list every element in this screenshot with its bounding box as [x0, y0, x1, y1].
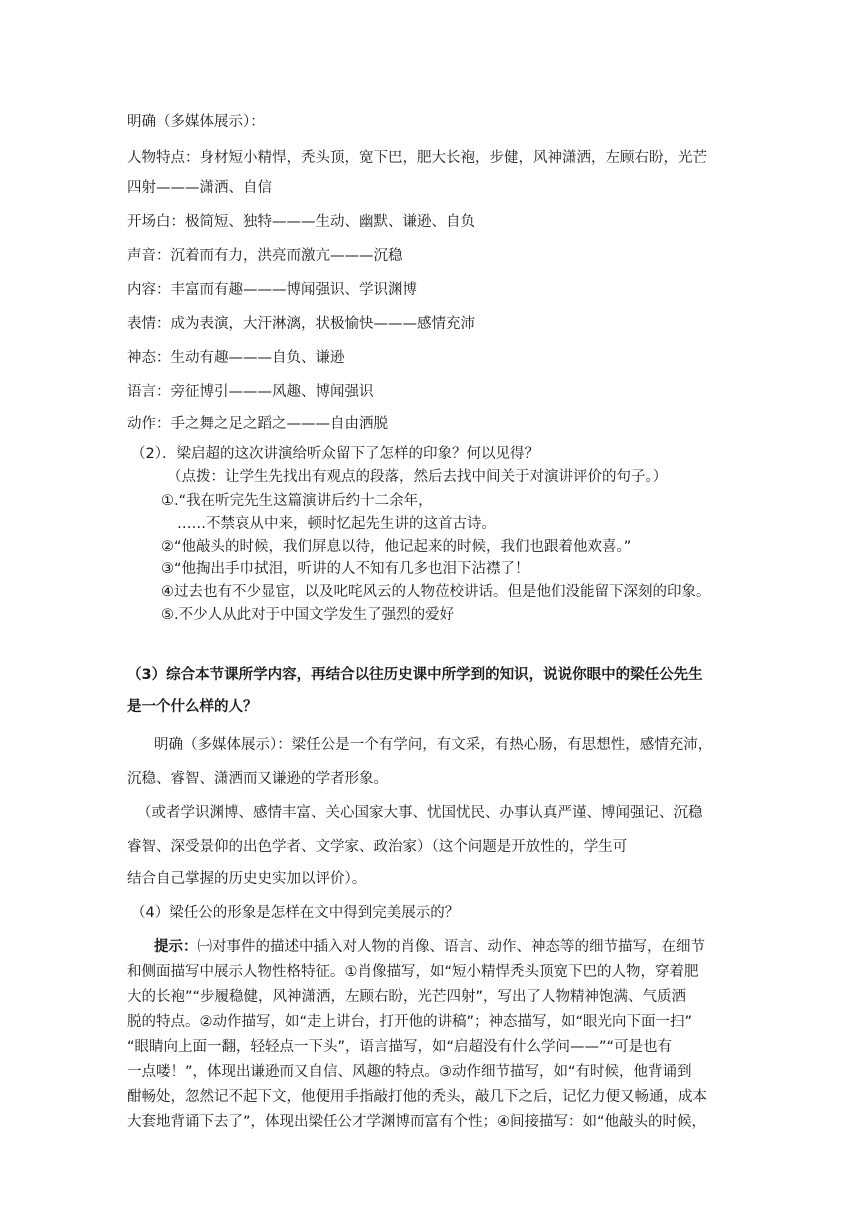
- para-4-line-8: 大套地背诵下去了”，体现出梁任公才学渊博而富有个性；④间接描写：如“他敲头的时候，: [127, 1114, 707, 1130]
- traits-line-1: 人物特点：身材短小精悍，秃头顶，宽下巴，肥大长袍，步健，风神潇洒，左顾右盼，光芒: [127, 150, 707, 166]
- answer-3-line-2: 沉稳、睿智、潇洒而又谦逊的学者形象。: [127, 771, 388, 787]
- manner-line: 神态：生动有趣———自负、谦逊: [127, 350, 345, 366]
- para-4-line-1-text: ㈠对事件的描述中插入对人物的肖像、语言、动作、神态等的细节描写，在细节: [197, 939, 705, 955]
- quote-item-2: ②“他敲头的时候，我们屏息以待，他记起来的时候，我们也跟着他欢喜。”: [161, 539, 632, 555]
- quote-item-1a: ①.“我在听完先生这篇演讲后约十二余年，: [161, 493, 433, 509]
- opening-line: 开场白：极简短、独特———生动、幽默、谦逊、自负: [127, 214, 475, 230]
- alt-3-line-3: 结合自己掌握的历史史实加以评价）。: [127, 871, 367, 887]
- content-line: 内容：丰富而有趣———博闻强识、学识渊博: [127, 282, 417, 298]
- quote-item-5: ⑤.不少人从此对于中国文学发生了强烈的爱好: [161, 607, 455, 623]
- question-3-line-1: （3）综合本节课所学内容，再结合以往历史课中所学到的知识，说说你眼中的梁任公先生: [127, 667, 703, 683]
- expression-line: 表情：成为表演，大汗淋漓，状极愉快———感情充沛: [127, 316, 475, 332]
- para-4-line-7: 酣畅处，忽然记不起下文，他便用手指敲打他的秃头，敲几下之后，记忆力便又畅通，成本: [127, 1089, 707, 1105]
- question-2: （2）．梁启超的这次讲演给听众留下了怎样的印象？何以见得？: [131, 446, 539, 462]
- para-4-line-1: [154, 937, 705, 957]
- alt-3-line-2: 睿智、深受景仰的出色学者、文学家、政治家）（这个问题是开放性的，学生可: [127, 839, 628, 855]
- action-line: 动作：手之舞之足之蹈之———自由洒脱: [127, 416, 388, 432]
- hint-2: （点拨：让学生先找出有观点的段落，然后去找中间关于对演讲评价的句子。）: [167, 469, 668, 485]
- para-4-line-3: 大的长袍”“步履稳健，风神潇洒，左顾右盼，光芒四射”，写出了人物精神饱满、气质洒: [127, 989, 687, 1005]
- voice-line: 声音：沉着而有力，洪亮而激亢———沉稳: [127, 248, 403, 264]
- question-3-line-2: 是一个什么样的人？: [127, 699, 258, 715]
- quote-item-1b: ……不禁哀从中来，顿时忆起先生讲的这首古诗。: [177, 516, 496, 532]
- para-4-line-6: 一点喽！”，体现出谦逊而又自信、风趣的特点。③动作细节描写，如“有时候，他背诵到: [127, 1064, 692, 1080]
- para-4-line-2: 和侧面描写中展示人物性格特征。①肖像描写，如“短小精悍秃头顶宽下巴的人物，穿着肥: [127, 964, 699, 980]
- traits-line-2: 四射———潇洒、自信: [127, 180, 272, 196]
- para-4-line-5: “眼睛向上面一翻，轻轻点一下头”，语言描写，如“启超没有什么学问——”“可是也有: [127, 1039, 673, 1055]
- answer-3-line-1: 明确（多媒体展示）：梁任公是一个有学问，有文采，有热心肠，有思想性，感情充沛，: [154, 737, 713, 753]
- section1-heading: 明确（多媒体展示）：: [127, 114, 265, 130]
- language-line: 语言：旁征博引———风趣、博闻强识: [127, 384, 374, 400]
- quote-item-4: ④过去也有不少显宦，以及叱咤风云的人物莅校讲话。但是他们没能留下深刻的印象。: [161, 584, 711, 600]
- quote-item-3: ③“他掏出手巾拭泪，听讲的人不知有几多也泪下沾襟了！: [161, 561, 530, 577]
- alt-3-line-1: （或者学识渊博、感情丰富、关心国家大事、忧国忧民、办事认真严谨、博闻强记、沉稳: [137, 805, 703, 821]
- para-4-line-4: 脱的特点。②动作描写，如“走上讲台，打开他的讲稿”；神态描写，如“眼光向下面一扫”: [127, 1014, 693, 1030]
- hint-label: 提示：: [154, 939, 198, 955]
- question-4: （4）梁任公的形象是怎样在文中得到完美展示的？: [131, 905, 460, 921]
